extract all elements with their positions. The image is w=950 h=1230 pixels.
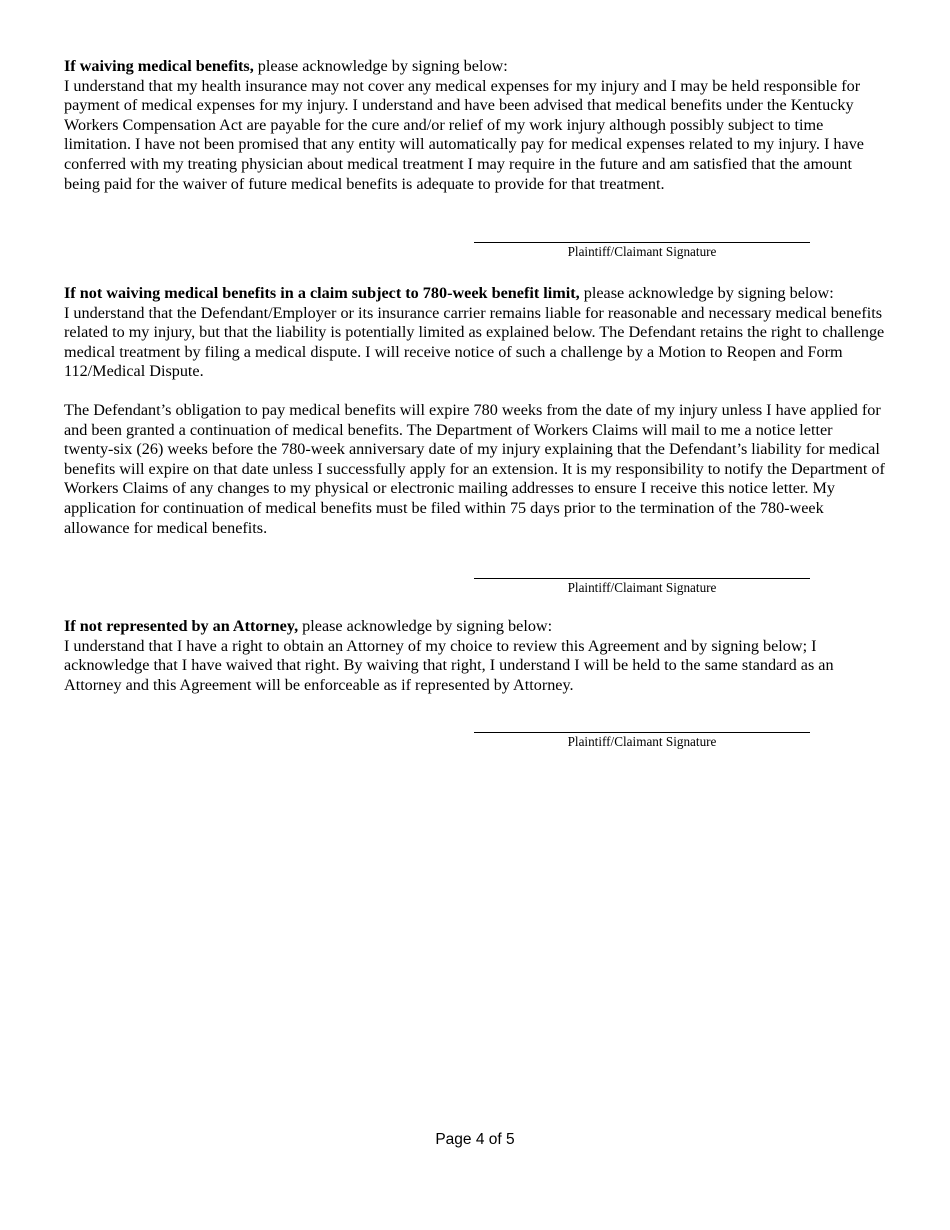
attorney-signature-label: Plaintiff/Claimant Signature	[567, 734, 717, 749]
waiving-benefits-heading-line	[64, 57, 886, 77]
not-waiving-heading: If not waiving medical benefits in a claim subject to 780-week benefit limit,	[64, 284, 580, 302]
page-number: Page 4 of 5	[435, 1131, 515, 1148]
waiving-benefits-heading-rest: please acknowledge by signing below:	[253, 57, 508, 75]
attorney-section	[64, 617, 886, 695]
not-waiving-signature-label: Plaintiff/Claimant Signature	[567, 580, 717, 595]
waiving-benefits-heading: If waiving medical benefits,	[64, 57, 254, 75]
waiving-benefits-body: I understand that my health insurance may not cover any medical expenses for my injury and I may be held responsible for payment of medical expenses for my injury. I understand and have been advised that medical benefits under the Kentucky Workers Compensation Act are payable for the cure and/or relief of my work injury although possibly subject to time limitation. I have not been promised that any entity will automatically pay for medical expenses related to my injury. I have conferred with my treating physician about medical treatment I may require in the future and am satisfied that the amount being paid for the waiver of future medical benefits is adequate to provide for that treatment.	[64, 76, 864, 193]
attorney-signature-block	[474, 732, 810, 749]
not-waiving-signature-line	[474, 578, 810, 579]
attorney-body: I understand that I have a right to obtain an Attorney of my choice to review this Agreement and by signing below; I acknowledge that I have waived that right. By waiving that right, I understand I will be held to the same standard as an Attorney and this Agreement will be enforceable as if represented by Attorney.	[64, 636, 834, 694]
attorney-heading: If not represented by an Attorney,	[64, 617, 299, 635]
waiving-benefits-section	[64, 57, 886, 194]
attorney-heading-rest: please acknowledge by signing below:	[298, 617, 553, 635]
not-waiving-body: I understand that the Defendant/Employer or its insurance carrier remains liable for reasonable and necessary medical benefits related to my injury, but that the liability is potentially limited as explained below. The Defendant retains the right to challenge medical treatment by filing a medical dispute. I will receive notice of such a challenge by a Motion to Reopen and Form 112/Medical Dispute.	[64, 303, 885, 381]
attorney-heading-line	[64, 617, 886, 637]
obligation-section	[64, 401, 886, 538]
waiving-benefits-signature-block	[474, 242, 810, 259]
not-waiving-signature-block	[474, 578, 810, 595]
not-waiving-heading-rest: please acknowledge by signing below:	[579, 284, 834, 302]
not-waiving-benefits-section	[64, 284, 886, 382]
not-waiving-heading-line	[64, 284, 886, 304]
waiving-benefits-signature-line	[474, 242, 810, 243]
attorney-signature-line	[474, 732, 810, 733]
obligation-body: The Defendant’s obligation to pay medical benefits will expire 780 weeks from the date of my injury unless I have applied for and been granted a continuation of medical benefits. The Department of Workers Claims will mail to me a notice letter twenty-six (26) weeks before the 780-week anniversary date of my injury explaining that the Defendant’s liability for medical benefits will expire on that date unless I successfully apply for an extension. It is my responsibility to notify the Department of Workers Claims of any changes to my physical or electronic mailing addresses to ensure I receive this notice letter. My application for continuation of medical benefits must be filed within 75 days prior to the termination of the 780-week allowance for medical benefits.	[64, 401, 885, 537]
waiving-benefits-signature-label: Plaintiff/Claimant Signature	[567, 244, 717, 259]
